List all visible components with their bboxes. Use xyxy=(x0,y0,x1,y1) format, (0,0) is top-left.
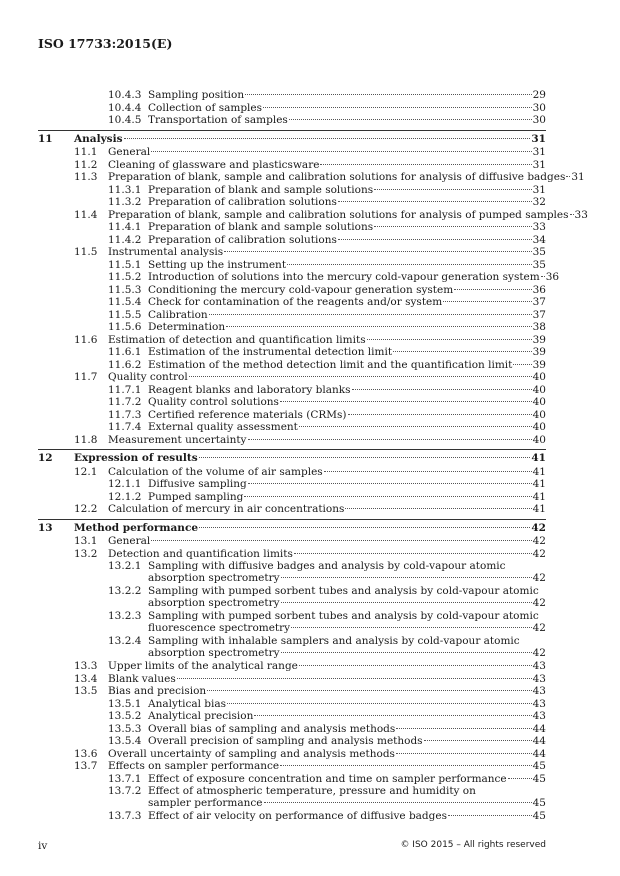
toc-entry[interactable] xyxy=(0,102,620,114)
toc-entry-title-continued: sampler performance xyxy=(148,796,263,809)
toc-entry-number: 13.6 xyxy=(74,747,98,760)
toc-entry-number: 13.5.3 xyxy=(108,722,142,735)
toc-entry-number: 11.4 xyxy=(74,208,98,221)
toc-entry-title: Detection and quantification limits xyxy=(108,547,293,560)
dot-leader xyxy=(248,439,532,440)
toc-entry-page: 41 xyxy=(532,490,546,503)
dot-leader xyxy=(338,239,532,240)
toc-entry-page: 40 xyxy=(532,396,546,408)
toc-entry-title: Calculation of the volume of air samples xyxy=(108,465,323,478)
toc-entry-title: Sampling with inhalable samplers and analysis by cold-vapour atomic xyxy=(148,635,520,647)
dot-leader xyxy=(287,264,532,265)
toc-entry-page: 43 xyxy=(532,660,546,672)
toc-entry-title: Diffusive sampling xyxy=(148,478,247,490)
toc-entry-title: Preparation of calibration solutions xyxy=(148,233,337,246)
toc-entry[interactable] xyxy=(0,522,620,534)
toc-entry-title: Analysis xyxy=(74,132,123,145)
section-divider xyxy=(38,449,546,450)
toc-entry-title: Determination xyxy=(148,321,226,333)
toc-entry[interactable] xyxy=(0,334,620,346)
toc-entry-number: 13.7.2 xyxy=(108,785,142,797)
dot-leader xyxy=(151,151,531,152)
toc-entry-number: 13.5.2 xyxy=(108,710,142,722)
toc-entry-title: Instrumental analysis xyxy=(108,246,224,258)
toc-entry-number: 12.1.2 xyxy=(108,490,142,503)
toc-entry-number: 10.4.5 xyxy=(108,114,142,126)
toc-entry-page: 32 xyxy=(532,196,546,208)
toc-entry-page: 38 xyxy=(532,321,546,333)
toc-entry-title: Estimation of the instrumental detection limit xyxy=(148,346,393,358)
dot-leader xyxy=(245,94,532,95)
toc-entry[interactable] xyxy=(0,359,620,371)
toc-entry-number: 13.5.4 xyxy=(108,735,142,747)
dot-leader xyxy=(508,778,532,779)
toc-entry-number: 11.6.2 xyxy=(108,358,142,371)
dot-leader xyxy=(124,138,531,139)
dot-leader xyxy=(199,457,531,458)
toc-entry-title: Sampling with diffusive badges and analysis by cold-vapour atomic xyxy=(148,560,506,572)
dot-leader xyxy=(320,164,531,165)
dot-leader xyxy=(299,426,532,427)
dot-leader xyxy=(374,226,532,227)
toc-entry[interactable] xyxy=(0,184,620,196)
toc-entry-number: 11.5.6 xyxy=(108,321,142,333)
dot-leader xyxy=(393,351,532,352)
toc-entry-number: 13.5 xyxy=(74,685,98,697)
toc-entry-number: 13.4 xyxy=(74,672,98,685)
toc-entry-number: 11.5.1 xyxy=(108,258,142,271)
toc-entry-page: 42 xyxy=(532,621,546,634)
toc-entry[interactable] xyxy=(0,146,620,158)
toc-entry-number: 11.6.1 xyxy=(108,346,142,358)
toc-entry-page: 31 xyxy=(532,158,546,171)
toc-entry[interactable] xyxy=(0,284,620,296)
toc-entry-number: 11.7.2 xyxy=(108,396,142,408)
toc-entry-page: 34 xyxy=(532,233,546,246)
toc-entry-page: 41 xyxy=(532,503,546,515)
dot-leader xyxy=(424,740,532,741)
toc-entry-number: 11.7 xyxy=(74,371,98,383)
toc-entry-page: 40 xyxy=(532,408,546,421)
toc-entry[interactable] xyxy=(0,735,620,747)
toc-entry[interactable] xyxy=(0,133,620,145)
document-id: ISO 17733:2015(E) xyxy=(38,36,173,51)
toc-entry[interactable] xyxy=(0,585,620,597)
toc-entry[interactable] xyxy=(0,797,620,809)
toc-entry-page: 44 xyxy=(532,722,546,735)
toc-entry-title: General xyxy=(108,146,151,158)
toc-entry-number: 11.7.3 xyxy=(108,408,142,421)
toc-entry-title: Sampling with pumped sorbent tubes and analysis by cold-vapour atomic xyxy=(148,610,539,622)
toc-entry-number: 11.5.2 xyxy=(108,271,142,283)
toc-entry[interactable] xyxy=(0,196,620,208)
toc-entry-title: Analytical precision xyxy=(148,710,254,722)
toc-entry[interactable] xyxy=(0,434,620,446)
toc-entry-title: Collection of samples xyxy=(148,101,262,114)
dot-leader xyxy=(227,703,532,704)
dot-leader xyxy=(396,753,532,754)
toc-entry-title: Estimation of detection and quantification limits xyxy=(108,333,366,346)
toc-entry-title: Quality control xyxy=(108,371,188,383)
dot-leader xyxy=(226,326,532,327)
toc-entry-title: General xyxy=(108,535,151,547)
toc-entry[interactable] xyxy=(0,785,620,797)
toc-entry[interactable] xyxy=(0,396,620,408)
toc-entry[interactable] xyxy=(0,346,620,358)
toc-entry-number: 12.1 xyxy=(74,465,98,478)
toc-entry[interactable] xyxy=(0,309,620,321)
dot-leader xyxy=(264,802,532,803)
toc-entry-title: Transportation of samples xyxy=(148,114,288,126)
dot-leader xyxy=(294,553,532,554)
toc-entry[interactable] xyxy=(0,246,620,258)
toc-entry-page: 33 xyxy=(574,208,588,221)
toc-entry-page: 31 xyxy=(571,171,585,183)
toc-entry[interactable] xyxy=(0,171,620,183)
toc-entry[interactable] xyxy=(0,660,620,672)
toc-entry-title: Overall bias of sampling and analysis methods xyxy=(148,722,396,735)
copyright-notice: © ISO 2015 – All rights reserved xyxy=(400,840,546,850)
toc-entry-title: Estimation of the method detection limit and the quantification limit xyxy=(148,358,513,371)
toc-entry-title: Overall uncertainty of sampling and analysis methods xyxy=(108,747,395,760)
toc-entry-number: 13.2.4 xyxy=(108,635,142,647)
toc-entry-page: 39 xyxy=(532,358,546,371)
toc-entry-title: Reagent blanks and laboratory blanks xyxy=(148,383,351,396)
toc-entry[interactable] xyxy=(0,773,620,785)
toc-entry-number: 11.4.1 xyxy=(108,221,142,233)
dot-leader xyxy=(281,602,532,603)
toc-entry-title: Expression of results xyxy=(74,452,198,464)
toc-entry-number: 12 xyxy=(38,452,53,464)
toc-entry-number: 13.7 xyxy=(74,760,98,772)
toc-entry[interactable] xyxy=(0,321,620,333)
toc-entry-page: 31 xyxy=(532,146,546,158)
dot-leader xyxy=(352,389,532,390)
toc-entry-number: 11.5.4 xyxy=(108,296,142,308)
toc-entry[interactable] xyxy=(0,409,620,421)
toc-entry-number: 12.1.1 xyxy=(108,478,142,490)
toc-entry-title: Check for contamination of the reagents and/or system xyxy=(148,296,443,308)
toc-entry-page: 37 xyxy=(532,296,546,308)
toc-entry-number: 13.7.1 xyxy=(108,772,142,785)
dot-leader xyxy=(263,107,532,108)
toc-entry-number: 11.2 xyxy=(74,158,98,171)
toc-entry-page: 43 xyxy=(532,672,546,685)
dot-leader xyxy=(367,339,532,340)
dot-leader xyxy=(209,314,532,315)
toc-entry-page: 40 xyxy=(532,383,546,396)
toc-entry-title: Preparation of blank and sample solutions xyxy=(148,221,374,233)
toc-entry-page: 44 xyxy=(532,735,546,747)
dot-leader xyxy=(189,376,532,377)
toc-entry-page: 35 xyxy=(532,258,546,271)
toc-entry-number: 11.4.2 xyxy=(108,233,142,246)
toc-entry-page: 30 xyxy=(532,114,546,126)
toc-entry-number: 13.1 xyxy=(74,535,98,547)
dot-leader xyxy=(541,276,545,277)
dot-leader xyxy=(248,483,532,484)
toc-entry-page: 35 xyxy=(532,246,546,258)
toc-entry-page: 40 xyxy=(532,371,546,383)
toc-entry[interactable] xyxy=(0,114,620,126)
toc-entry[interactable] xyxy=(0,89,620,101)
toc-entry-page: 42 xyxy=(532,571,546,584)
toc-entry-page: 42 xyxy=(532,596,546,609)
dot-leader xyxy=(454,289,531,290)
toc-entry-page: 36 xyxy=(532,283,546,296)
toc-entry[interactable] xyxy=(0,271,620,283)
toc-entry-page: 40 xyxy=(532,421,546,433)
toc-entry-number: 11.5 xyxy=(74,246,98,258)
toc-entry-number: 11 xyxy=(38,132,53,145)
dot-leader xyxy=(254,715,531,716)
toc-entry[interactable] xyxy=(0,234,620,246)
dot-leader xyxy=(151,540,531,541)
toc-entry-title: Calibration xyxy=(148,308,208,321)
toc-entry-number: 13.2.3 xyxy=(108,610,142,622)
toc-entry-number: 13.2.2 xyxy=(108,585,142,597)
toc-entry-title: Analytical bias xyxy=(148,697,227,710)
toc-entry-number: 11.3.1 xyxy=(108,183,142,196)
toc-entry-title: Preparation of blank and sample solutions xyxy=(148,183,374,196)
toc-entry-page: 43 xyxy=(532,710,546,722)
dot-leader xyxy=(348,414,532,415)
toc-entry-page: 31 xyxy=(532,183,546,196)
toc-entry-title: Preparation of blank, sample and calibration solutions for analysis of pumped samples xyxy=(108,208,569,221)
toc-entry-title: Sampling position xyxy=(148,89,245,101)
toc-entry-number: 11.7.1 xyxy=(108,383,142,396)
dot-leader xyxy=(281,577,532,578)
toc-entry-number: 12.2 xyxy=(74,503,98,515)
toc-entry-page: 41 xyxy=(531,452,546,464)
dot-leader xyxy=(289,119,532,120)
toc-entry-page: 43 xyxy=(532,685,546,697)
toc-entry-page: 44 xyxy=(532,747,546,760)
toc-entry[interactable] xyxy=(0,760,620,772)
toc-entry[interactable] xyxy=(0,710,620,722)
dot-leader xyxy=(448,815,532,816)
toc-entry[interactable] xyxy=(0,371,620,383)
toc-entry[interactable] xyxy=(0,647,620,659)
toc-entry-title: Measurement uncertainty xyxy=(108,433,247,446)
toc-entry-number: 11.1 xyxy=(74,146,98,158)
toc-entry[interactable] xyxy=(0,491,620,503)
dot-leader xyxy=(199,527,530,528)
toc-entry[interactable] xyxy=(0,685,620,697)
toc-entry-number: 13.3 xyxy=(74,660,98,672)
toc-entry-page: 45 xyxy=(532,772,546,785)
dot-leader xyxy=(299,665,532,666)
toc-entry-title: Certified reference materials (CRMs) xyxy=(148,408,347,421)
toc-entry-title: Cleaning of glassware and plasticsware xyxy=(108,158,320,171)
toc-entry-title-continued: absorption spectrometry xyxy=(148,646,280,659)
dot-leader xyxy=(207,690,531,691)
toc-entry-page: 39 xyxy=(532,346,546,358)
toc-entry-title: Overall precision of sampling and analysis methods xyxy=(148,735,423,747)
toc-entry-title: Effect of atmospheric temperature, pressure and humidity on xyxy=(148,785,476,797)
toc-entry-title: Effect of air velocity on performance of diffusive badges xyxy=(148,810,447,822)
toc-entry[interactable] xyxy=(0,572,620,584)
dot-leader xyxy=(443,301,531,302)
toc-entry-page: 42 xyxy=(532,535,546,547)
dot-leader xyxy=(324,471,532,472)
toc-entry-number: 10.4.4 xyxy=(108,101,142,114)
dot-leader xyxy=(224,251,532,252)
toc-entry-page: 41 xyxy=(532,478,546,490)
dot-leader xyxy=(513,364,531,365)
toc-entry[interactable] xyxy=(0,478,620,490)
dot-leader xyxy=(566,176,570,177)
toc-entry[interactable] xyxy=(0,622,620,634)
toc-entry[interactable] xyxy=(0,466,620,478)
toc-entry[interactable] xyxy=(0,673,620,685)
toc-entry[interactable] xyxy=(0,635,620,647)
toc-entry[interactable] xyxy=(0,810,620,822)
toc-entry-page: 42 xyxy=(531,521,546,534)
toc-entry[interactable] xyxy=(0,610,620,622)
dot-leader xyxy=(338,201,532,202)
toc-entry-page: 36 xyxy=(545,271,560,283)
toc-entry-page: 45 xyxy=(532,796,546,809)
toc-entry[interactable] xyxy=(0,259,620,271)
toc-entry[interactable] xyxy=(0,503,620,515)
toc-entry-title: Upper limits of the analytical range xyxy=(108,660,298,672)
toc-entry[interactable] xyxy=(0,452,620,464)
toc-entry-title-continued: absorption spectrometry xyxy=(148,571,280,584)
toc-entry[interactable] xyxy=(0,548,620,560)
toc-entry[interactable] xyxy=(0,209,620,221)
toc-entry[interactable] xyxy=(0,296,620,308)
dot-leader xyxy=(280,765,532,766)
toc-entry-title: External quality assessment xyxy=(148,421,298,433)
toc-entry-page: 33 xyxy=(532,221,546,233)
toc-entry-number: 11.8 xyxy=(74,433,98,446)
toc-entry-number: 11.3.2 xyxy=(108,196,142,208)
dot-leader xyxy=(396,728,531,729)
toc-entry[interactable] xyxy=(0,597,620,609)
dot-leader xyxy=(291,627,532,628)
toc-entry-page: 45 xyxy=(532,760,546,772)
toc-entry-number: 13.5.1 xyxy=(108,697,142,710)
toc-entry-number: 11.5.5 xyxy=(108,308,142,321)
dot-leader xyxy=(177,678,532,679)
section-divider xyxy=(38,130,546,131)
toc-entry[interactable] xyxy=(0,159,620,171)
toc-entry-number: 13.7.3 xyxy=(108,810,142,822)
toc-entry-number: 11.5.3 xyxy=(108,283,142,296)
dot-leader xyxy=(244,496,531,497)
toc-entry-title: Effects on sampler performance xyxy=(108,760,280,772)
toc-entry-title: Method performance xyxy=(74,521,199,534)
toc-entry[interactable] xyxy=(0,221,620,233)
toc-entry-title: Pumped sampling xyxy=(148,490,244,503)
toc-entry-title: Preparation of blank, sample and calibration solutions for analysis of diffusive badges xyxy=(108,171,566,183)
toc-entry-title: Preparation of calibration solutions xyxy=(148,196,337,208)
toc-entry-title: Bias and precision xyxy=(108,685,207,697)
toc-entry-title: Setting up the instrument xyxy=(148,258,287,271)
toc-entry-page: 39 xyxy=(532,333,546,346)
toc-entry-number: 13.2 xyxy=(74,547,98,560)
toc-entry-page: 45 xyxy=(532,810,546,822)
toc-entry-page: 31 xyxy=(531,132,546,145)
toc-entry-title: Introduction of solutions into the mercury cold-vapour generation system xyxy=(148,271,540,283)
toc-entry-number: 11.7.4 xyxy=(108,421,142,433)
toc-entry-page: 42 xyxy=(532,547,546,560)
toc-entry-page: 30 xyxy=(532,101,546,114)
dot-leader xyxy=(570,214,574,215)
dot-leader xyxy=(280,401,532,402)
toc-entry-page: 43 xyxy=(532,697,546,710)
toc-entry-number: 11.3 xyxy=(74,171,98,183)
page-number: iv xyxy=(38,840,48,852)
toc-entry-title: Calculation of mercury in air concentrations xyxy=(108,503,345,515)
toc-entry-title: Effect of exposure concentration and time on sampler performance xyxy=(148,772,507,785)
toc-entry[interactable] xyxy=(0,384,620,396)
toc-entry-title-continued: fluorescence spectrometry xyxy=(148,621,291,634)
dot-leader xyxy=(281,652,532,653)
toc-entry-page: 40 xyxy=(532,433,546,446)
toc-entry-page: 42 xyxy=(532,646,546,659)
toc-entry-page: 29 xyxy=(532,89,546,101)
toc-entry[interactable] xyxy=(0,698,620,710)
dot-leader xyxy=(374,189,532,190)
toc-entry-title-continued: absorption spectrometry xyxy=(148,596,280,609)
toc-entry-title: Sampling with pumped sorbent tubes and analysis by cold-vapour atomic xyxy=(148,585,539,597)
toc-entry[interactable] xyxy=(0,421,620,433)
toc-entry[interactable] xyxy=(0,535,620,547)
toc-entry-page: 41 xyxy=(532,465,546,478)
toc-entry-number: 13.2.1 xyxy=(108,560,142,572)
toc-entry-title: Blank values xyxy=(108,672,176,685)
toc-entry[interactable] xyxy=(0,560,620,572)
toc-entry-title: Conditioning the mercury cold-vapour generation system xyxy=(148,283,454,296)
toc-entry[interactable] xyxy=(0,748,620,760)
toc-entry-number: 10.4.3 xyxy=(108,89,142,101)
toc-entry-number: 13 xyxy=(38,521,53,534)
toc-entry-number: 11.6 xyxy=(74,333,98,346)
toc-entry-page: 37 xyxy=(532,308,546,321)
toc-entry[interactable] xyxy=(0,723,620,735)
toc-entry-title: Quality control solutions xyxy=(148,396,279,408)
section-divider xyxy=(38,519,546,520)
dot-leader xyxy=(345,508,531,509)
